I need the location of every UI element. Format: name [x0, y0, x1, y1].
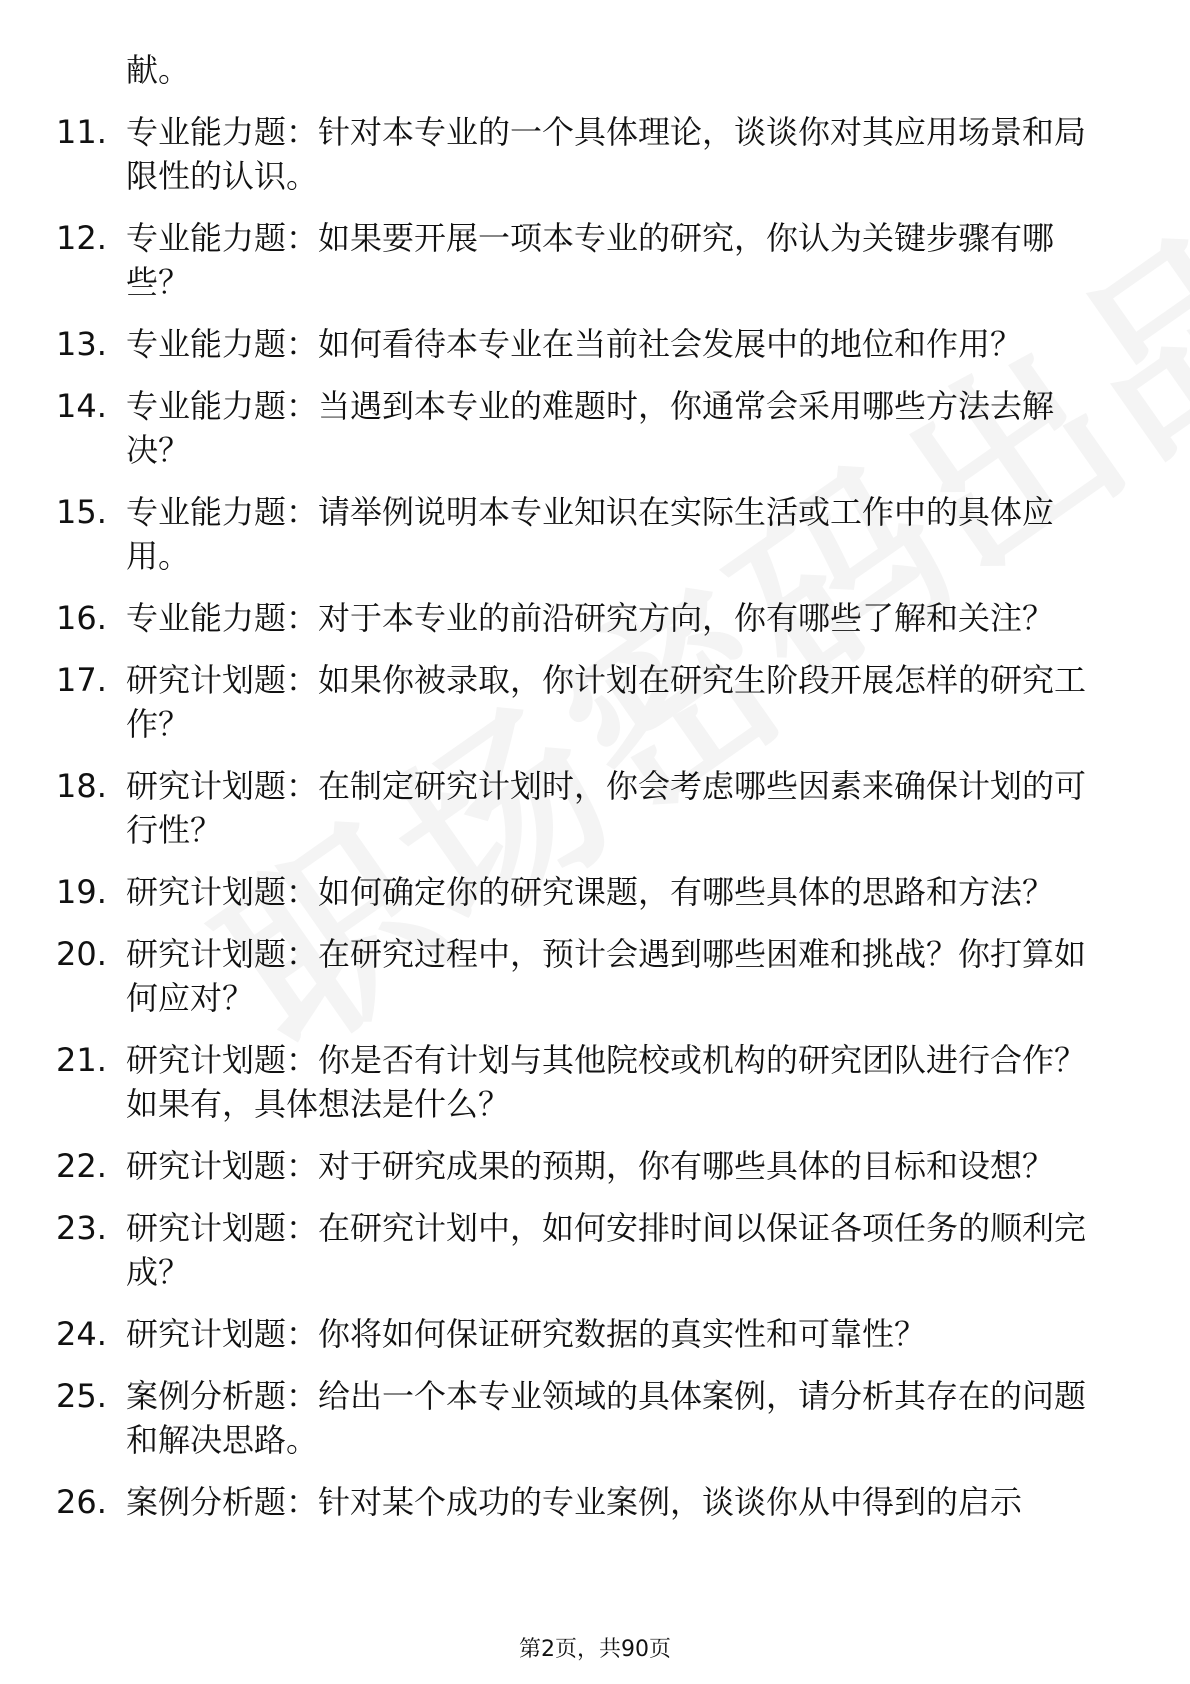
- question-text: 研究计划题：在制定研究计划时，你会考虑哪些因素来确保计划的可行性？: [126, 767, 1087, 849]
- question-number: 22.: [56, 1147, 107, 1185]
- question-number: 18.: [56, 767, 107, 805]
- question-item: [56, 490, 1116, 578]
- question-item: [56, 932, 1116, 1020]
- question-item: [56, 322, 1116, 366]
- question-item: [56, 1144, 1116, 1188]
- question-number: 19.: [56, 873, 107, 911]
- question-text: 专业能力题：对于本专业的前沿研究方向，你有哪些了解和关注？: [126, 599, 1055, 637]
- question-text: 专业能力题：当遇到本专业的难题时，你通常会采用哪些方法去解决？: [126, 387, 1055, 469]
- question-text: 案例分析题：针对某个成功的专业案例，谈谈你从中得到的启示: [126, 1483, 1023, 1521]
- question-item: [56, 870, 1116, 914]
- question-item: [56, 764, 1116, 852]
- question-text: 研究计划题：如何确定你的研究课题，有哪些具体的思路和方法？: [126, 873, 1055, 911]
- question-item: [56, 216, 1116, 304]
- question-item: [56, 1038, 1116, 1126]
- question-number: 11.: [56, 113, 107, 151]
- continued-text: 献。: [126, 51, 191, 89]
- question-item: [56, 658, 1116, 746]
- question-text: 研究计划题：你是否有计划与其他院校或机构的研究团队进行合作？如果有，具体想法是什么？: [126, 1041, 1087, 1123]
- question-text: 专业能力题：针对本专业的一个具体理论，谈谈你对其应用场景和局限性的认识。: [126, 113, 1087, 195]
- question-text: 专业能力题：如果要开展一项本专业的研究，你认为关键步骤有哪些？: [126, 219, 1055, 301]
- question-number: 13.: [56, 325, 107, 363]
- question-item: [56, 110, 1116, 198]
- question-number: 21.: [56, 1041, 107, 1079]
- question-number: 12.: [56, 219, 107, 257]
- question-number: 17.: [56, 661, 107, 699]
- question-text: 案例分析题：给出一个本专业领域的具体案例，请分析其存在的问题和解决思路。: [126, 1377, 1087, 1459]
- page-number: 第2页，共90页: [519, 1637, 671, 1662]
- question-number: 16.: [56, 599, 107, 637]
- question-item: [56, 596, 1116, 640]
- question-text: 研究计划题：在研究计划中，如何安排时间以保证各项任务的顺利完成？: [126, 1209, 1087, 1291]
- question-item: [56, 1374, 1116, 1462]
- question-text: 研究计划题：对于研究成果的预期，你有哪些具体的目标和设想？: [126, 1147, 1055, 1185]
- question-text: 研究计划题：你将如何保证研究数据的真实性和可靠性？: [126, 1315, 927, 1353]
- question-list: [56, 48, 1116, 1542]
- question-text: 研究计划题：如果你被录取，你计划在研究生阶段开展怎样的研究工作？: [126, 661, 1087, 743]
- question-number: 23.: [56, 1209, 107, 1247]
- question-text: 专业能力题：请举例说明本专业知识在实际生活或工作中的具体应用。: [126, 493, 1055, 575]
- question-item: [56, 384, 1116, 472]
- question-item: [56, 1312, 1116, 1356]
- question-text: 专业能力题：如何看待本专业在当前社会发展中的地位和作用？: [126, 325, 1023, 363]
- question-number: 14.: [56, 387, 107, 425]
- question-number: 20.: [56, 935, 107, 973]
- question-text: 研究计划题：在研究过程中，预计会遇到哪些困难和挑战？你打算如何应对？: [126, 935, 1087, 1017]
- question-item: [56, 1206, 1116, 1294]
- question-item: [56, 1480, 1116, 1524]
- question-number: 25.: [56, 1377, 107, 1415]
- question-number: 26.: [56, 1483, 107, 1521]
- question-number: 15.: [56, 493, 107, 531]
- question-number: 24.: [56, 1315, 107, 1353]
